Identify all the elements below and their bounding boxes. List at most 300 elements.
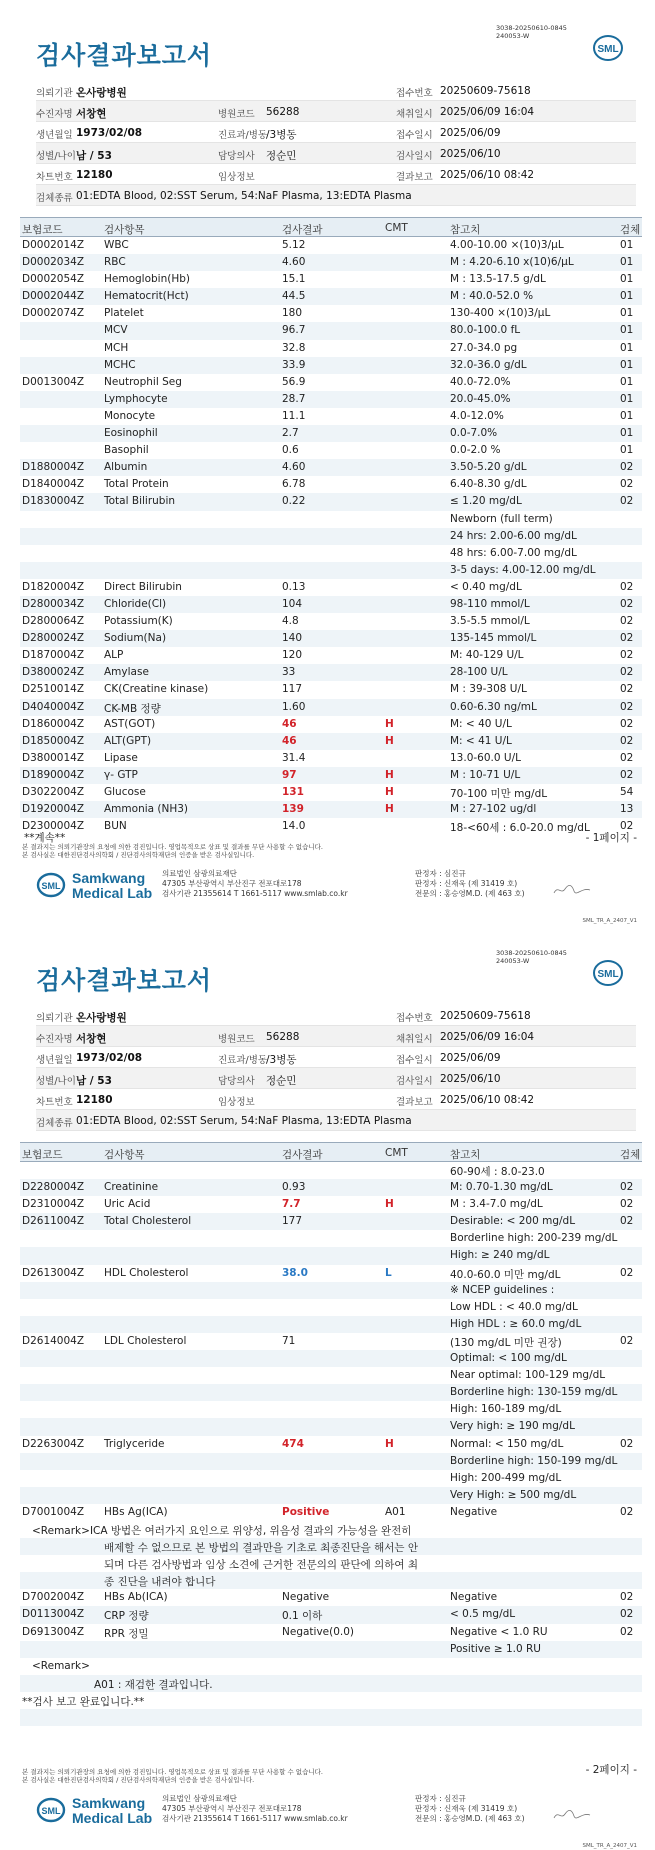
hospital-code-label: 병원코드 bbox=[218, 1034, 255, 1045]
reference-range: M: < 41 U/L bbox=[450, 734, 512, 747]
signatories bbox=[415, 869, 525, 899]
specimen-code: 02 bbox=[620, 1181, 634, 1194]
report-date-value: 2025/06/10 08:42 bbox=[440, 169, 535, 181]
receipt-date-label: 접수일시 bbox=[396, 1055, 433, 1066]
reference-range: 20.0-45.0% bbox=[450, 392, 511, 405]
reference-range: 60-90세 : 8.0-23.0 bbox=[450, 1166, 545, 1178]
reference-range: Borderline high: 200-239 mg/dL bbox=[450, 1232, 618, 1245]
test-item: Hemoglobin(Hb) bbox=[104, 273, 191, 286]
reference-range: 4.0-12.0% bbox=[450, 409, 504, 422]
test-result: 56.9 bbox=[282, 375, 306, 388]
remark-row bbox=[20, 1692, 642, 1709]
specimen-code: 02 bbox=[620, 1437, 634, 1450]
result-flag: H bbox=[385, 803, 394, 816]
reference-range: M : 39-308 U/L bbox=[450, 683, 527, 696]
test-result: 1.60 bbox=[282, 700, 306, 713]
table-row bbox=[20, 1179, 642, 1196]
test-item: Potassium(K) bbox=[104, 615, 173, 628]
test-item: Neutrophil Seg bbox=[104, 375, 182, 388]
reference-range: High: ≥ 240 mg/dL bbox=[450, 1249, 550, 1262]
table-header bbox=[20, 1142, 642, 1162]
reference-range: Borderline high: 150-199 mg/dL bbox=[450, 1454, 618, 1467]
doc-code-line: 240053-W bbox=[496, 32, 530, 40]
report-page-2 bbox=[0, 925, 655, 1850]
reference-range: Very High: ≥ 500 mg/dL bbox=[450, 1488, 577, 1501]
results-rows bbox=[20, 237, 642, 835]
hospital-code-label: 병원코드 bbox=[218, 109, 255, 120]
table-header bbox=[20, 217, 642, 237]
table-row bbox=[20, 1316, 642, 1333]
specimen-code: 02 bbox=[620, 1198, 634, 1211]
specimen-label: 검체종류 bbox=[36, 1118, 73, 1129]
test-result: 44.5 bbox=[282, 290, 306, 303]
table-row bbox=[20, 528, 642, 545]
insurance-code: D6913004Z bbox=[22, 1625, 85, 1638]
insurance-code: D2613004Z bbox=[22, 1266, 85, 1279]
table-row bbox=[20, 1367, 642, 1384]
table-row bbox=[20, 1538, 642, 1555]
test-item: Creatinine bbox=[104, 1181, 159, 1194]
specimen-code: 01 bbox=[620, 427, 634, 440]
insurance-code: D1830004Z bbox=[22, 495, 85, 508]
test-item: Albumin bbox=[104, 461, 148, 474]
reference-range: 0.60-6.30 ng/mL bbox=[450, 700, 537, 713]
test-result: 474 bbox=[282, 1437, 304, 1450]
insurance-code: D2510014Z bbox=[22, 683, 85, 696]
specimen-code: 02 bbox=[620, 597, 634, 610]
col-cmt-header: CMT bbox=[385, 1147, 408, 1159]
chart-no-value: 12180 bbox=[76, 169, 113, 181]
remark-text: <Remark>ICA 방법은 여러가지 요인으로 위양성, 위음성 결과의 가능성을 완전히 bbox=[32, 1524, 412, 1537]
table-row bbox=[20, 681, 642, 698]
test-item: Triglyceride bbox=[104, 1437, 165, 1450]
hospital-code-value: 56288 bbox=[266, 106, 300, 118]
test-result: 7.7 bbox=[282, 1198, 301, 1211]
specimen-code: 02 bbox=[620, 580, 634, 593]
specimen-code: 01 bbox=[620, 375, 634, 388]
brand-line: Samkwang bbox=[72, 1795, 146, 1811]
specimen-code: 01 bbox=[620, 392, 634, 405]
reference-range: High: 160-189 mg/dL bbox=[450, 1403, 562, 1416]
table-row bbox=[20, 647, 642, 664]
test-item: γ- GTP bbox=[104, 768, 138, 781]
institution-info bbox=[162, 1794, 348, 1824]
table-row bbox=[20, 340, 642, 357]
reference-range: 28-100 U/L bbox=[450, 666, 508, 679]
specimen-code: 02 bbox=[620, 649, 634, 662]
receipt-no-value: 20250609-75618 bbox=[440, 1010, 531, 1022]
insurance-code: D0002054Z bbox=[22, 273, 85, 286]
reference-range: (130 mg/dL 미만 권장) bbox=[450, 1336, 562, 1349]
test-result: 117 bbox=[282, 683, 303, 696]
org-name: 의료법인 삼광의료재단 bbox=[162, 869, 237, 878]
table-row bbox=[20, 1589, 642, 1606]
reference-range: Low HDL : < 40.0 mg/dL bbox=[450, 1300, 578, 1313]
reference-range: ≤ 1.20 mg/dL bbox=[450, 495, 522, 508]
test-item: Hematocrit(Hct) bbox=[104, 290, 189, 303]
reference-range: M: < 40 U/L bbox=[450, 717, 512, 730]
header-row bbox=[36, 164, 636, 185]
col-code-header: 보험코드 bbox=[22, 1149, 63, 1161]
reference-range: M: 40-129 U/L bbox=[450, 649, 524, 662]
test-result: 32.8 bbox=[282, 341, 306, 354]
test-item: Total Protein bbox=[104, 478, 169, 491]
reference-range: < 0.5 mg/dL bbox=[450, 1608, 516, 1621]
table-row bbox=[20, 1162, 642, 1179]
insurance-code: D2263004Z bbox=[22, 1437, 85, 1450]
birth-label: 생년월일 bbox=[36, 1055, 73, 1066]
test-result: 46 bbox=[282, 717, 297, 730]
table-row bbox=[20, 493, 642, 510]
insurance-code: D1820004Z bbox=[22, 580, 85, 593]
header-row bbox=[36, 122, 636, 143]
receipt-date-value: 2025/06/09 bbox=[440, 1052, 501, 1064]
doctor-label: 담당의사 bbox=[218, 1076, 255, 1087]
table-row bbox=[20, 630, 642, 647]
institution-info bbox=[162, 869, 348, 899]
checker-line: 판정자 : 신재욱 (제 31419 호) bbox=[415, 879, 518, 888]
sex-age-label: 성별/나이 bbox=[36, 151, 76, 162]
test-item: MCHC bbox=[104, 358, 136, 371]
insurance-code: D0013004Z bbox=[22, 375, 85, 388]
hospital-code-value: 56288 bbox=[266, 1031, 300, 1043]
test-item: MCV bbox=[104, 324, 128, 337]
form-code: SML_TR_A_2407_V1 bbox=[582, 1843, 637, 1849]
table-row bbox=[20, 1196, 642, 1213]
table-row bbox=[20, 1401, 642, 1418]
reference-range: Negative < 1.0 RU bbox=[450, 1625, 548, 1638]
table-row bbox=[20, 699, 642, 716]
institution-label: 의뢰기관 bbox=[36, 1013, 73, 1024]
reference-range: 135-145 mmol/L bbox=[450, 632, 537, 645]
table-row bbox=[20, 664, 642, 681]
doc-code-line: 240053-W bbox=[496, 957, 530, 965]
reference-range: 32.0-36.0 g/dL bbox=[450, 358, 527, 371]
test-result: 180 bbox=[282, 307, 303, 320]
test-item: Direct Bilirubin bbox=[104, 580, 182, 593]
reference-range: Normal: < 150 mg/dL bbox=[450, 1437, 564, 1450]
reference-range: 80.0-100.0 fL bbox=[450, 324, 521, 337]
test-item: MCH bbox=[104, 341, 129, 354]
document-code bbox=[496, 24, 567, 40]
receipt-date-value: 2025/06/09 bbox=[440, 127, 501, 139]
remark-label: <Remark> bbox=[32, 1659, 90, 1672]
report-date-value: 2025/06/10 08:42 bbox=[440, 1094, 535, 1106]
table-row bbox=[20, 562, 642, 579]
test-item: CK-MB 정량 bbox=[104, 702, 161, 715]
header-row bbox=[36, 185, 636, 206]
insurance-code: D2800024Z bbox=[22, 632, 85, 645]
test-result: 2.7 bbox=[282, 427, 299, 440]
collect-value: 2025/06/09 16:04 bbox=[440, 1031, 535, 1043]
birth-value: 1973/02/08 bbox=[76, 127, 143, 139]
reference-range: Negative bbox=[450, 1591, 498, 1604]
specimen-code: 02 bbox=[620, 666, 634, 679]
table-row bbox=[20, 716, 642, 733]
test-result: 6.78 bbox=[282, 478, 306, 491]
results-table bbox=[20, 217, 642, 835]
result-flag: L bbox=[385, 1266, 392, 1279]
specialist-line: 전문의 : 홍승영M.D. (제 463 호) bbox=[415, 889, 525, 898]
insurance-code: D0113004Z bbox=[22, 1608, 85, 1621]
test-item: Chloride(Cl) bbox=[104, 597, 167, 610]
table-row bbox=[20, 357, 642, 374]
test-result: 4.60 bbox=[282, 461, 306, 474]
test-result: 104 bbox=[282, 597, 303, 610]
table-row bbox=[20, 1487, 642, 1504]
test-result: 96.7 bbox=[282, 324, 306, 337]
result-flag: H bbox=[385, 1437, 394, 1450]
reference-range: M : 13.5-17.5 g/dL bbox=[450, 273, 546, 286]
remark-text: 배제할 수 없으므로 본 방법의 결과만을 기초로 최종진단을 해서는 안 bbox=[104, 1542, 419, 1555]
table-row bbox=[20, 801, 642, 818]
reference-range: 24 hrs: 2.00-6.00 mg/dL bbox=[450, 529, 577, 542]
patient-label: 수진자명 bbox=[36, 1034, 73, 1045]
test-item: AST(GOT) bbox=[104, 717, 156, 730]
results-rows bbox=[20, 1589, 642, 1657]
test-item: Ammonia (NH3) bbox=[104, 803, 189, 816]
test-item: Total Bilirubin bbox=[104, 495, 176, 508]
specimen-code: 02 bbox=[620, 1625, 634, 1638]
dept-value: /3병동 bbox=[266, 129, 297, 141]
test-result: 31.4 bbox=[282, 751, 306, 764]
test-item: Lymphocyte bbox=[104, 392, 168, 405]
specimen-code: 01 bbox=[620, 307, 634, 320]
collect-label: 채취일시 bbox=[396, 109, 433, 120]
test-item: Total Cholesterol bbox=[104, 1215, 192, 1228]
reference-range: 130-400 ×(10)3/μL bbox=[450, 307, 551, 320]
report-title: 검사결과보고서 bbox=[36, 966, 213, 995]
specimen-code: 02 bbox=[620, 700, 634, 713]
table-row bbox=[20, 1436, 642, 1453]
dept-label: 진료과/병동 bbox=[218, 1055, 268, 1066]
table-row bbox=[20, 767, 642, 784]
specimen-code: 02 bbox=[620, 1591, 634, 1604]
test-result: 33 bbox=[282, 666, 296, 679]
sex-age-label: 성별/나이 bbox=[36, 1076, 76, 1087]
clinical-label: 임상정보 bbox=[218, 1097, 255, 1108]
insurance-code: D1890004Z bbox=[22, 768, 85, 781]
report-date-label: 결과보고 bbox=[396, 1097, 433, 1108]
remark-a01: A01 : 재검한 결과입니다. bbox=[94, 1678, 213, 1691]
table-row bbox=[20, 1504, 642, 1521]
sml-logo-icon bbox=[592, 959, 624, 987]
reference-range: 18-<60세 : 6.0-20.0 mg/dL bbox=[450, 822, 590, 835]
institution-value: 온사랑병원 bbox=[76, 87, 127, 99]
result-flag: H bbox=[385, 1198, 394, 1211]
test-result: Negative(0.0) bbox=[282, 1625, 355, 1638]
remark-text: 종 진단을 내려야 합니다 bbox=[104, 1576, 216, 1589]
doctor-value: 정순민 bbox=[266, 1075, 297, 1087]
test-item: Basophil bbox=[104, 444, 149, 457]
chart-no-label: 차트번호 bbox=[36, 172, 73, 183]
reference-range: High HDL : ≥ 60.0 mg/dL bbox=[450, 1317, 582, 1330]
reference-range: M : 40.0-52.0 % bbox=[450, 290, 534, 303]
test-item: RPR 정밀 bbox=[104, 1627, 149, 1640]
table-row bbox=[20, 425, 642, 442]
patient-header bbox=[36, 80, 636, 206]
legal-note-line: 본 결과지는 의뢰기관장의 요청에 의한 검진입니다. 영업목적으로 상표 및 결과를 무단 사용할 수 없습니다. bbox=[22, 843, 323, 851]
specimen-code: 02 bbox=[620, 683, 634, 696]
test-item: Platelet bbox=[104, 307, 144, 320]
test-item: Sodium(Na) bbox=[104, 632, 167, 645]
test-item: Amylase bbox=[104, 666, 149, 679]
test-item: Uric Acid bbox=[104, 1198, 151, 1211]
test-result: 38.0 bbox=[282, 1266, 308, 1279]
insurance-code: D2300004Z bbox=[22, 820, 85, 833]
col-spc-header: 검체 bbox=[620, 1149, 641, 1161]
table-row bbox=[20, 1453, 642, 1470]
col-ref-header: 참고치 bbox=[450, 1149, 481, 1161]
receipt-no-label: 접수번호 bbox=[396, 1013, 433, 1024]
org-address: 47305 부산광역시 부산진구 전포대로178 bbox=[162, 1804, 302, 1813]
table-row bbox=[20, 545, 642, 562]
svg-text:SML: SML bbox=[597, 969, 619, 980]
blank-row bbox=[20, 1709, 642, 1726]
header-row bbox=[36, 1089, 636, 1110]
table-row bbox=[20, 784, 642, 801]
remark-row bbox=[20, 1675, 642, 1692]
patient-label: 수진자명 bbox=[36, 109, 73, 120]
clinical-label: 임상정보 bbox=[218, 172, 255, 183]
specimen-code: 02 bbox=[620, 717, 634, 730]
table-row bbox=[20, 1555, 642, 1572]
table-row bbox=[20, 579, 642, 596]
reference-range: 0.0-7.0% bbox=[450, 427, 498, 440]
specimen-code: 01 bbox=[620, 358, 634, 371]
table-row bbox=[20, 237, 642, 254]
doctor-label: 담당의사 bbox=[218, 151, 255, 162]
col-ref-header: 참고치 bbox=[450, 224, 481, 236]
specimen-code: 01 bbox=[620, 324, 634, 337]
reference-range: ※ NCEP guidelines : bbox=[450, 1283, 555, 1296]
test-result: 11.1 bbox=[282, 409, 306, 422]
table-row bbox=[20, 254, 642, 271]
test-item: BUN bbox=[104, 820, 127, 833]
test-item: ALP bbox=[104, 649, 124, 662]
reference-range: M: 0.70-1.30 mg/dL bbox=[450, 1181, 553, 1194]
insurance-code: D0002074Z bbox=[22, 307, 85, 320]
specimen-code: 02 bbox=[620, 751, 634, 764]
insurance-code: D1860004Z bbox=[22, 717, 85, 730]
doctor-value: 정순민 bbox=[266, 150, 297, 162]
specimen-code: 02 bbox=[620, 1608, 634, 1621]
insurance-code: D2280004Z bbox=[22, 1181, 85, 1194]
test-item: CK(Creatine kinase) bbox=[104, 683, 209, 696]
specimen-code: 02 bbox=[620, 734, 634, 747]
signature-icon bbox=[552, 1806, 592, 1824]
brand-line: Medical Lab bbox=[72, 1810, 153, 1826]
specimen-code: 02 bbox=[620, 478, 634, 491]
specimen-code: 02 bbox=[620, 615, 634, 628]
remark-row bbox=[20, 1658, 642, 1675]
col-item-header: 검사항목 bbox=[104, 1149, 145, 1161]
test-item: Lipase bbox=[104, 751, 138, 764]
svg-text:SML: SML bbox=[597, 44, 619, 55]
col-spc-header: 검체 bbox=[620, 224, 641, 236]
header-row bbox=[36, 143, 636, 164]
reference-range: 13.0-60.0 U/L bbox=[450, 751, 521, 764]
specimen-code: 02 bbox=[620, 1505, 634, 1518]
specimen-code: 02 bbox=[620, 1266, 634, 1279]
brand-name bbox=[72, 1796, 152, 1826]
table-row bbox=[20, 1418, 642, 1435]
header-row bbox=[36, 1047, 636, 1068]
result-flag: A01 bbox=[385, 1505, 406, 1518]
result-flag: H bbox=[385, 786, 394, 798]
reference-range: Optimal: < 100 mg/dL bbox=[450, 1352, 567, 1365]
reference-range: 98-110 mmol/L bbox=[450, 597, 530, 610]
table-row bbox=[20, 613, 642, 630]
specimen-code: 02 bbox=[620, 820, 634, 833]
test-result: 46 bbox=[282, 734, 297, 747]
table-row bbox=[20, 1333, 642, 1350]
test-item: ALT(GPT) bbox=[104, 734, 152, 747]
insurance-code: D0002034Z bbox=[22, 256, 85, 269]
test-result: 97 bbox=[282, 768, 297, 781]
patient-value: 서창현 bbox=[76, 1033, 107, 1045]
reference-range: Negative bbox=[450, 1505, 498, 1518]
blank-row bbox=[20, 1726, 642, 1743]
test-result: 0.13 bbox=[282, 580, 306, 593]
report-title: 검사결과보고서 bbox=[36, 41, 213, 70]
doc-code-line: 3038-20250610-0845 bbox=[496, 24, 567, 32]
reference-range: 6.40-8.30 g/dL bbox=[450, 478, 527, 491]
reference-range: M : 4.20-6.10 x(10)6/μL bbox=[450, 256, 574, 269]
reference-range: 3.50-5.20 g/dL bbox=[450, 461, 527, 474]
reference-range: 3-5 days: 4.00-12.00 mg/dL bbox=[450, 563, 596, 576]
test-date-label: 검사일시 bbox=[396, 1076, 433, 1087]
receipt-no-value: 20250609-75618 bbox=[440, 85, 531, 97]
sml-footer-logo-icon bbox=[36, 871, 66, 899]
reference-range: 27.0-34.0 pg bbox=[450, 341, 518, 354]
reference-range: 40.0-60.0 미만 mg/dL bbox=[450, 1268, 561, 1281]
specimen-code: 01 bbox=[620, 256, 634, 269]
test-result: 15.1 bbox=[282, 273, 306, 286]
results-table bbox=[20, 1142, 642, 1743]
test-item: HBs Ab(ICA) bbox=[104, 1591, 168, 1604]
collect-label: 채취일시 bbox=[396, 1034, 433, 1045]
specimen-value: 01:EDTA Blood, 02:SST Serum, 54:NaF Plasma, 13:EDTA Plasma bbox=[76, 1115, 412, 1127]
receipt-no-label: 접수번호 bbox=[396, 88, 433, 99]
col-result-header: 검사결과 bbox=[282, 224, 323, 236]
test-result: Negative bbox=[282, 1591, 330, 1604]
insurance-code: D2611004Z bbox=[22, 1215, 85, 1228]
receipt-date-label: 접수일시 bbox=[396, 130, 433, 141]
specimen-code: 01 bbox=[620, 341, 634, 354]
birth-label: 생년월일 bbox=[36, 130, 73, 141]
insurance-code: D7001004Z bbox=[22, 1505, 85, 1518]
reference-range: Very high: ≥ 190 mg/dL bbox=[450, 1420, 575, 1433]
insurance-code: D4040004Z bbox=[22, 700, 85, 713]
chart-no-value: 12180 bbox=[76, 1094, 113, 1106]
specimen-code: 01 bbox=[620, 239, 634, 251]
tester-line: 판정자 : 심진규 bbox=[415, 1794, 466, 1803]
legal-note-line: 본 검사실은 대한진단검사의학회 / 진단검사의학재단의 인증을 받은 검사실입니다. bbox=[22, 851, 255, 859]
org-address: 47305 부산광역시 부산진구 전포대로178 bbox=[162, 879, 302, 888]
insurance-code: D1840004Z bbox=[22, 478, 85, 491]
insurance-code: D2310004Z bbox=[22, 1198, 85, 1211]
page-footer bbox=[30, 1790, 630, 1840]
table-row bbox=[20, 1230, 642, 1247]
table-row bbox=[20, 1282, 642, 1299]
table-row bbox=[20, 511, 642, 528]
signatories bbox=[415, 1794, 525, 1824]
header-row bbox=[36, 80, 636, 101]
reference-range: M : 27-102 ug/dl bbox=[450, 803, 537, 816]
table-row bbox=[20, 459, 642, 476]
specimen-code: 02 bbox=[620, 632, 634, 645]
